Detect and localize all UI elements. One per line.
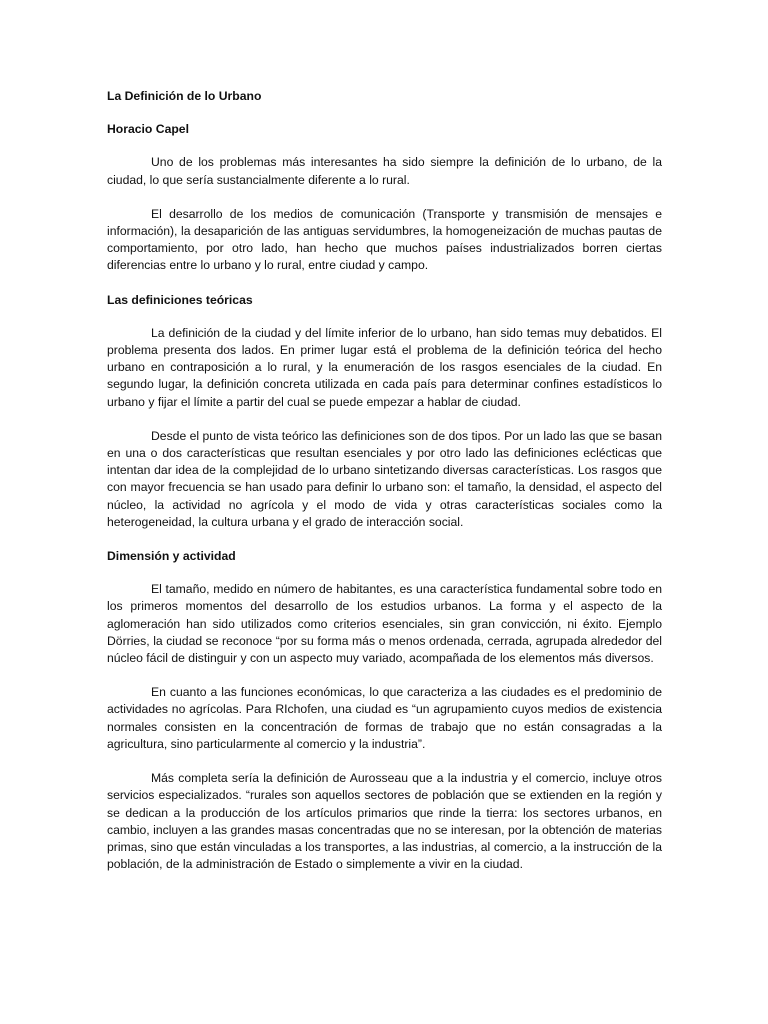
- section-heading: Dimensión y actividad: [107, 549, 236, 564]
- document-title: La Definición de lo Urbano: [107, 89, 262, 103]
- paragraph: Desde el punto de vista teórico las definiciones son de dos tipos. Por un lado las que se basan en una o dos características que resultan esenciales y por otro lado las definiciones eclécticas que intentan dar idea de la complejidad de lo urbano sintetizando diversas características. Los rasgos que con mayor frecuencia se han usado para definir lo urbano son: el tamaño, la densidad, el aspecto del núcleo, la actividad no agrícola y el modo de vida y otras características sociales como la heterogeneidad, la cultura urbana y el grado de interacción social.: [107, 428, 662, 529]
- paragraph: Uno de los problemas más interesantes ha sido siempre la definición de lo urbano, de la ciudad, lo que sería sustancialmente diferente a lo rural.: [107, 155, 662, 187]
- paragraph: El tamaño, medido en número de habitantes, es una característica fundamental sobre todo en los primeros momentos del desarrollo de los estudios urbanos. La forma y el aspecto de la aglomeración han sido utilizados como criterios esenciales, sin gran convicción, ni éxito. Ejemplo Dörries, la ciudad se reconoce “por su forma más o menos ordenada, cerrada, agrupada alrededor del núcleo fácil de distinguir y con un aspecto muy variado, acompañada de los elementos más diversos.: [107, 582, 662, 666]
- document-page: [107, 88, 662, 890]
- paragraph: Más completa sería la definición de Aurosseau que a la industria y el comercio, incluye otros servicios especializados. “rurales son aquellos sectores de población que se extienden en la región y se dedican a la producción de los artículos primarios que rinde la tierra: los sectores urbanos, en cambio, incluyen a las grandes masas concentradas que no se interesan, por la obtención de materias primas, sino que están vinculadas a los transportes, a las industrias, al comercio, a la instrucción de la población, de la administración de Estado o simplemente a vivir en la ciudad.: [107, 771, 662, 872]
- paragraph: El desarrollo de los medios de comunicación (Transporte y transmisión de mensajes e información), la desaparición de las antiguas servidumbres, la homogeneización de muchas pautas de comportamiento, por otro lado, han hecho que muchos países industrializados borren ciertas diferencias entre lo urbano y lo rural, entre ciudad y campo.: [107, 206, 662, 273]
- paragraph: La definición de la ciudad y del límite inferior de lo urbano, han sido temas muy debatidos. El problema presenta dos lados. En primer lugar está el problema de la definición teórica del hecho urbano en contraposición a lo rural, y la enumeración de los rasgos esenciales de la ciudad. En segundo lugar, la definición concreta utilizada en cada país para determinar confines estadísticos lo urbano y fijar el límite a partir del cual se puede empezar a hablar de ciudad.: [107, 325, 662, 409]
- paragraph: En cuanto a las funciones económicas, lo que caracteriza a las ciudades es el predominio de actividades no agrícolas. Para RIchofen, una ciudad es “un agrupamiento cuyos medios de existencia normales consisten en la concentración de formas de trabajo que no están consagradas a la agricultura, sino particularmente al comercio y la industria”.: [107, 685, 662, 751]
- section-heading: Las definiciones teóricas: [107, 292, 253, 307]
- document-author: Horacio Capel: [107, 122, 189, 137]
